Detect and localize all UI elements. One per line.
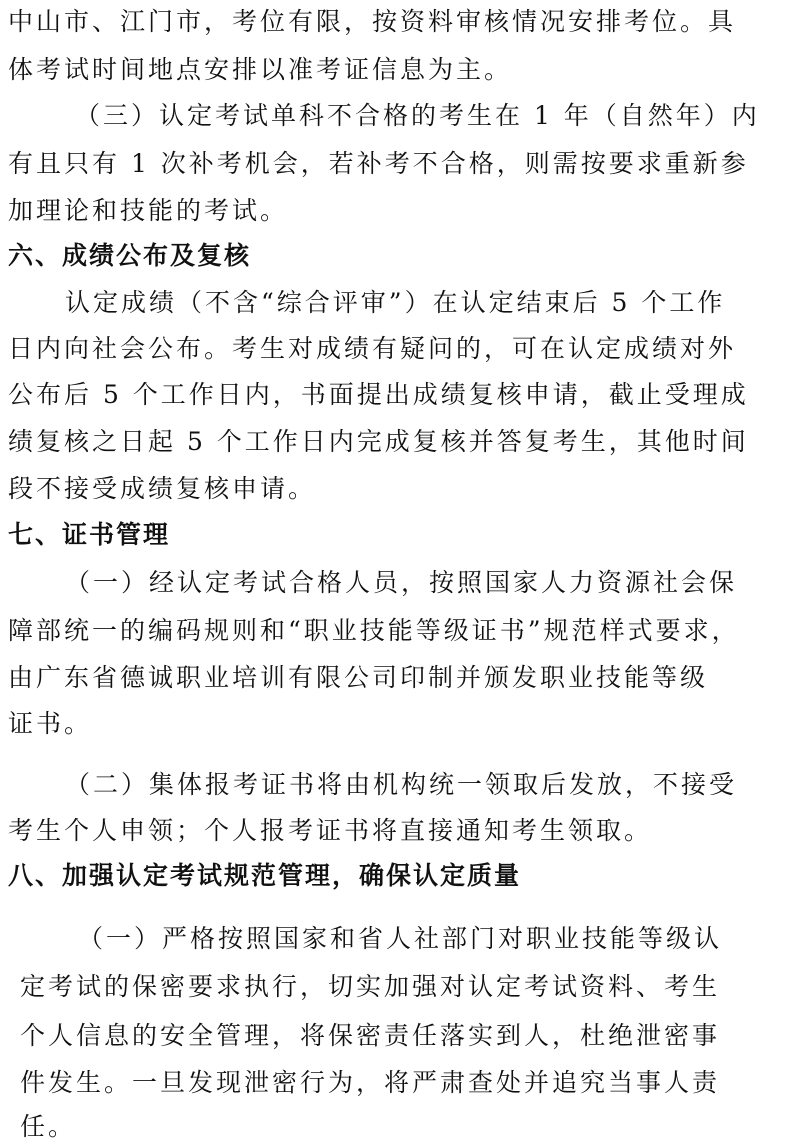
text-line: 障部统一的编码规则和“职业技能等级证书”规范样式要求，: [8, 616, 740, 645]
section-heading: 六、成绩公布及复核: [8, 241, 252, 270]
text-line: 加理论和技能的考试。: [8, 196, 289, 225]
text-line: 绩复核之日起 5 个工作日内完成复核并答复考生，其他时间: [8, 427, 749, 456]
paragraph-first-line: （三）认定考试单科不合格的考生在 1 年（自然年）内: [75, 101, 760, 130]
text-line: 段不接受成绩复核申请。: [8, 474, 317, 503]
section-heading: 七、证书管理: [8, 520, 171, 549]
paragraph-first-line: （一）严格按照国家和省人社部门对职业技能等级认: [78, 924, 723, 953]
text-line: 中山市、江门市，考位有限，按资料审核情况安排考位。具: [8, 7, 737, 36]
text-line: 日内向社会公布。考生对成绩有疑问的，可在认定成绩对外: [8, 334, 737, 363]
text-line: 件发生。一旦发现泄密行为，将严肃查处并追究当事人责: [20, 1068, 721, 1097]
text-line: 个人信息的安全管理，将保密责任落实到人，杜绝泄密事: [20, 1021, 721, 1050]
text-line: 定考试的保密要求执行，切实加强对认定考试资料、考生: [20, 972, 721, 1001]
text-line: 证书。: [8, 709, 93, 738]
text-line: 有且只有 1 次补考机会，若补考不合格，则需按要求重新参: [8, 149, 749, 178]
paragraph-first-line: （一）经认定考试合格人员，按照国家人力资源社会保: [65, 568, 738, 597]
paragraph-first-line: （二）集体报考证书将由机构统一领取后发放，不接受: [65, 770, 738, 799]
section-heading: 八、加强认定考试规范管理，确保认定质量: [8, 861, 522, 890]
paragraph-first-line: 认定成绩（不含“综合评审”）在认定结束后 5 个工作: [65, 288, 726, 317]
text-line: 任。: [20, 1112, 77, 1141]
text-line: 公布后 5 个工作日内，书面提出成绩复核申请，截止受理成: [8, 380, 749, 409]
text-line: 体考试时间地点安排以准考证信息为主。: [8, 55, 513, 84]
text-line: 由广东省德诚职业培训有限公司印制并颁发职业技能等级: [8, 663, 709, 692]
text-line: 考生个人申领；个人报考证书将直接通知考生领取。: [8, 816, 653, 845]
